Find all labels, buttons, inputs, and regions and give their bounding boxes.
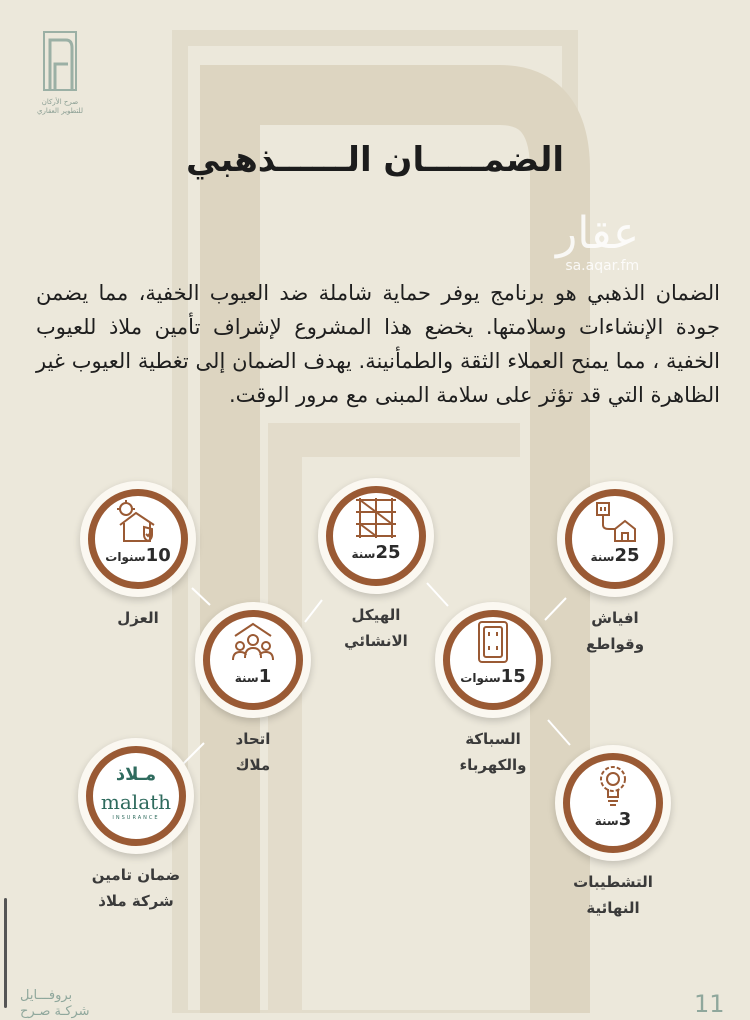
duration: [80, 545, 196, 566]
plug-house-icon: [593, 499, 637, 543]
label-line: الهيكل: [351, 606, 401, 624]
community-icon: [231, 620, 275, 664]
watermark-arabic: عقار: [556, 208, 640, 259]
malath-logo-arabic: مـلاذ: [115, 764, 157, 785]
duration-number: 25: [375, 542, 401, 563]
duration: [555, 809, 671, 830]
warranty-item-owners: [195, 602, 311, 774]
duration-unit: سنة: [594, 814, 619, 828]
footer-brand-line: بروفـــايل: [20, 988, 73, 1003]
warranty-item-finishing: [555, 745, 671, 917]
duration-number: 25: [614, 545, 640, 566]
warranty-badge: [78, 738, 194, 854]
label-line: السباكة: [465, 730, 521, 748]
warranty-item-insulation: [80, 481, 196, 627]
logo-tagline: صرح الأركان للتطوير العقاري: [37, 98, 83, 115]
label-line: التشطيبات: [573, 873, 653, 891]
duration-unit: سنة: [351, 547, 376, 561]
label-line: ملاك: [235, 756, 271, 774]
duration-number: 3: [618, 809, 632, 830]
warranty-badge: [557, 481, 673, 597]
gear-bulb-icon: [591, 763, 635, 807]
scrollbar-thumb[interactable]: [4, 898, 7, 1008]
warranty-item-malath: [78, 738, 194, 910]
warranty-badge: [80, 481, 196, 597]
label-line: والكهرباء: [459, 756, 527, 774]
label-line: العزل: [117, 609, 159, 627]
outlet-icon: [471, 620, 515, 664]
label-line: النهائية: [586, 899, 640, 917]
footer-brand-line: شركـة صـرح: [20, 1004, 90, 1019]
label-line: افياش: [591, 609, 639, 627]
label-line: وقواطع: [585, 635, 645, 653]
warranty-badge: [555, 745, 671, 861]
duration: [435, 666, 551, 687]
label-line: ضمان تامين: [91, 866, 181, 884]
intro-paragraph: الضمان الذهبي هو برنامج يوفر حماية شاملة ضد العيوب الخفية، مما يضمن جودة الإنشاءات وسلامتها. يخضع هذا المشروع لإشراف تأمين ملاذ للعيوب الخفية ، مما يمنح العملاء الثقة والطمأنينة. يهدف الضمان إلى تغطية العيوب غير الظاهرة التي قد تؤثر على سلامة المبنى مع مرور الوقت.: [36, 281, 720, 407]
warranty-item-structure: [318, 478, 434, 650]
label-line: شركة ملاذ: [98, 892, 174, 910]
duration: [195, 666, 311, 687]
warranty-item-switches: [557, 481, 673, 653]
watermark-url: sa.aqar.fm: [565, 258, 640, 274]
page-title: الضمـــــان الــــــذهبي: [185, 140, 565, 180]
warranty-badge: [318, 478, 434, 594]
label-line: الانشائي: [344, 632, 408, 650]
duration-unit: سنة: [234, 671, 259, 685]
malath-logo-english: malath: [100, 790, 172, 814]
malath-logo-subtitle: INSURANCE: [112, 815, 160, 821]
duration-number: 1: [258, 666, 272, 687]
warranty-label: [48, 862, 224, 914]
duration-unit: سنة: [590, 550, 615, 564]
insulated-house-icon: [116, 499, 160, 543]
duration-number: 15: [500, 666, 526, 687]
duration: [318, 542, 434, 563]
warranty-label: [527, 605, 703, 657]
scaffold-icon: [354, 496, 398, 540]
warranty-badge: [195, 602, 311, 718]
duration-number: 10: [145, 545, 171, 566]
warranty-item-plumbing: [435, 602, 551, 774]
duration-unit: سنوات: [105, 550, 146, 564]
label-line: اتحاد: [235, 730, 271, 748]
duration: [557, 545, 673, 566]
warranty-badge: [435, 602, 551, 718]
warranty-label: [525, 869, 701, 921]
page-number: 11: [694, 990, 725, 1018]
footer-brand: [20, 988, 130, 1020]
duration-unit: سنوات: [460, 671, 501, 685]
